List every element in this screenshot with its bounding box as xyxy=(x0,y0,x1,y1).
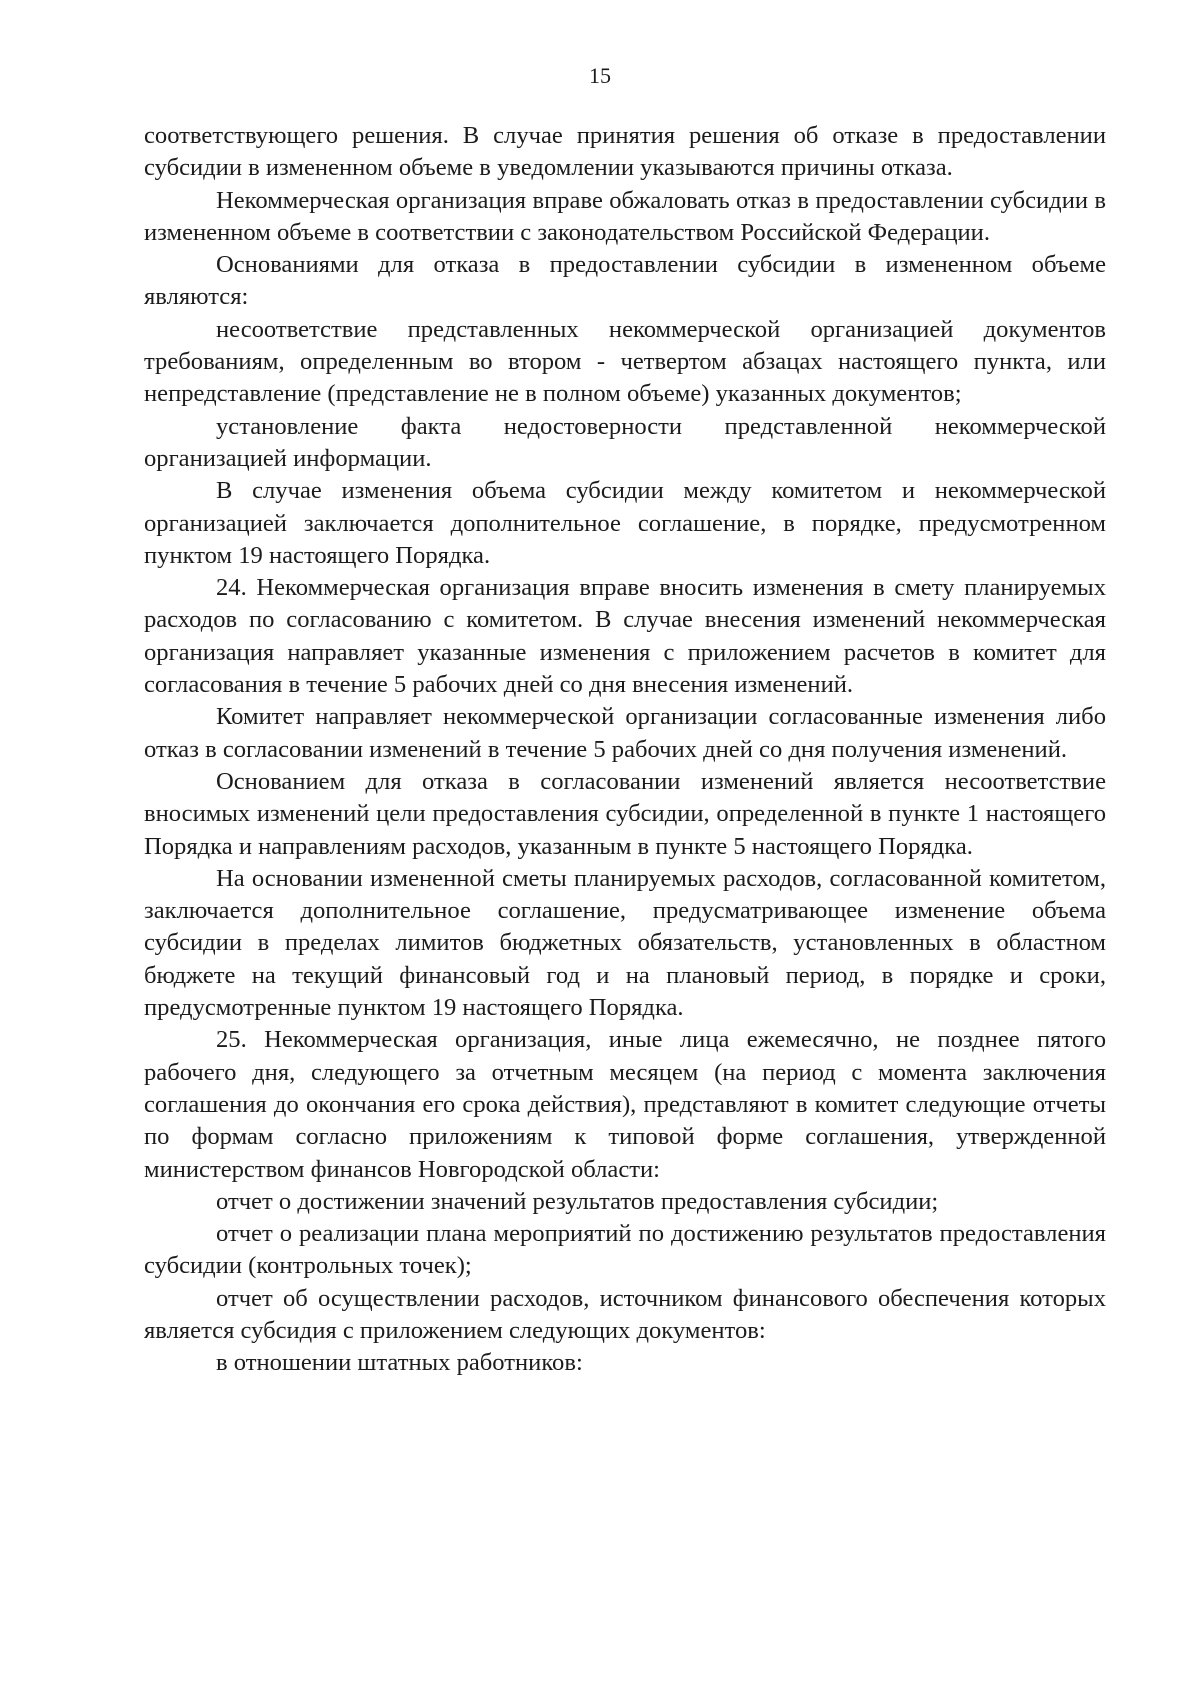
paragraph-refusal-grounds-intro: Основаниями для отказа в предоставлении субсидии в измененном объеме являются: xyxy=(144,251,1106,311)
page-number: 15 xyxy=(589,63,611,88)
paragraph-revised-estimate: На основании измененной сметы планируемых расходов, согласованной комитетом, заключается дополнительное соглашение, предусматривающее изменение объема субсидии в пределах лимитов бюджетных обязательств, установленных в областном бюджете на текущий финансовый год и на плановый период, в порядке и сроки, предусмотренные пунктом 19 настоящего Порядка. xyxy=(144,864,1106,1022)
paragraph-ground-false-info: установление факта недостоверности представленной некоммерческой организацией информации. xyxy=(144,412,1106,472)
paragraph-approval-refusal-ground: Основанием для отказа в согласовании изменений является несоответствие вносимых изменений цели предоставления субсидии, определенной в пункте 1 настоящего Порядка и направлениям расходов, указанным в пункте 5 настоящего Порядка. xyxy=(144,767,1106,860)
paragraph-additional-agreement: В случае изменения объема субсидии между комитетом и некоммерческой организацией заключается дополнительное соглашение, в порядке, предусмотренном пунктом 19 настоящего Порядка. xyxy=(144,477,1106,569)
paragraph-staff-employees: в отношении штатных работников: xyxy=(216,1349,583,1377)
paragraph-report-results: отчет о достижении значений результатов предоставления субсидии; xyxy=(216,1187,939,1215)
paragraph-ground-noncompliance: несоответствие представленных некоммерческой организацией документов требованиям, определенным во втором - четвертом абзацах настоящего пункта, или непредставление (представление не в полном объеме) указанных документов; xyxy=(144,315,1106,408)
paragraph-clause-25: 25. Некоммерческая организация, иные лица ежемесячно, не позднее пятого рабочего дня, следующего за отчетным месяцем (на период с момента заключения соглашения до окончания его срока действия), представляют в комитет следующие отчеты по формам согласно приложениям к типовой форме соглашения, утвержденной министерством финансов Новгородской области: xyxy=(144,1026,1106,1183)
paragraph-committee-response: Комитет направляет некоммерческой организации согласованные изменения либо отказ в согласовании изменений в течение 5 рабочих дней со дня получения изменений. xyxy=(144,703,1106,763)
paragraph-refusal-notice: соответствующего решения. В случае принятия решения об отказе в предоставлении субсидии в измененном объеме в уведомлении указываются причины отказа. xyxy=(144,122,1106,182)
paragraph-clause-24: 24. Некоммерческая организация вправе вносить изменения в смету планируемых расходов по согласованию с комитетом. В случае внесения изменений некоммерческая организация направляет указанные изменения с приложением расчетов в комитет для согласования в течение 5 рабочих дней со дня внесения изменений. xyxy=(144,574,1106,699)
paragraph-report-expenses: отчет об осуществлении расходов, источником финансового обеспечения которых является субсидия с приложением следующих документов: xyxy=(144,1284,1106,1344)
document-body xyxy=(144,120,1106,1380)
paragraph-report-plan: отчет о реализации плана мероприятий по достижению результатов предоставления субсидии (контрольных точек); xyxy=(144,1220,1106,1280)
paragraph-appeal-right: Некоммерческая организация вправе обжаловать отказ в предоставлении субсидии в измененном объеме в соответствии с законодательством Российской Федерации. xyxy=(144,186,1106,246)
